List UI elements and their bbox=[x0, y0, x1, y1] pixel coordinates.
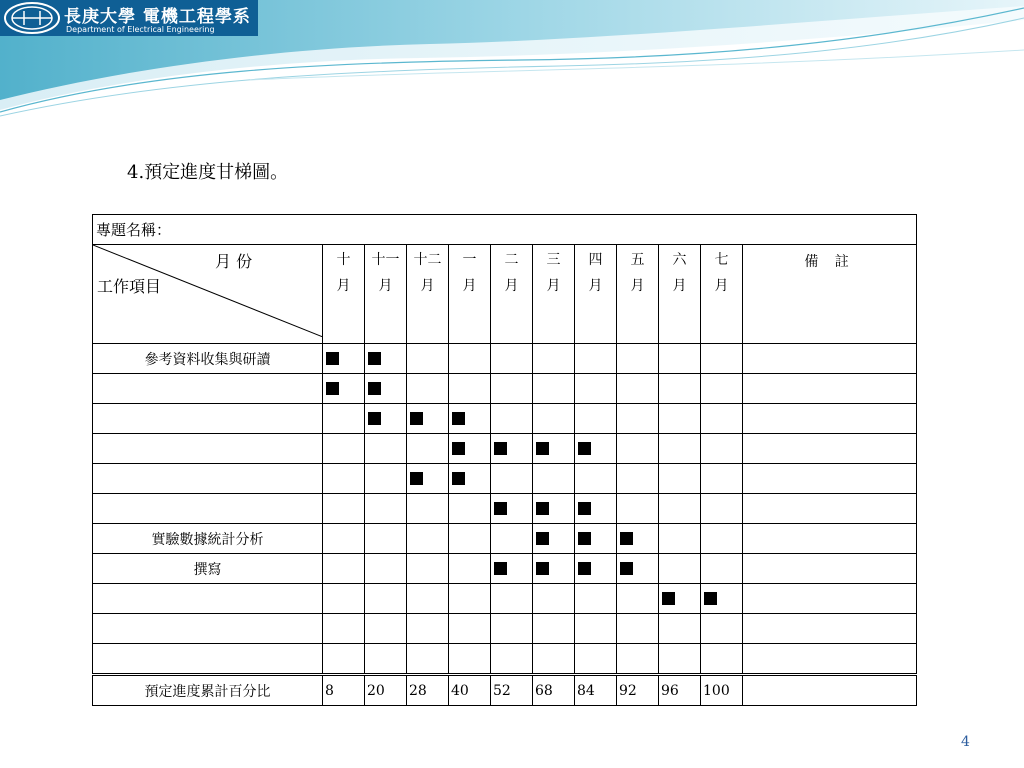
remarks-cell bbox=[743, 644, 917, 675]
schedule-cell bbox=[533, 464, 575, 494]
task-row bbox=[93, 614, 917, 644]
remarks-cell bbox=[743, 404, 917, 434]
schedule-cell bbox=[449, 344, 491, 374]
task-row bbox=[93, 344, 917, 374]
filled-square-icon bbox=[494, 502, 507, 515]
filled-square-icon bbox=[452, 412, 465, 425]
schedule-cell bbox=[659, 434, 701, 464]
month-name: 二 bbox=[504, 252, 519, 268]
schedule-cell bbox=[659, 584, 701, 614]
month-header-8 bbox=[659, 245, 701, 344]
schedule-cell bbox=[701, 434, 743, 464]
filled-square-icon bbox=[536, 442, 549, 455]
schedule-cell bbox=[701, 494, 743, 524]
task-label bbox=[93, 404, 323, 434]
schedule-cell bbox=[491, 644, 533, 675]
schedule-cell bbox=[533, 404, 575, 434]
schedule-cell bbox=[533, 614, 575, 644]
schedule-cell bbox=[701, 344, 743, 374]
month-suffix: 月 bbox=[378, 278, 393, 294]
remarks-cell bbox=[743, 554, 917, 584]
month-name: 十一 bbox=[371, 252, 400, 268]
schedule-cell bbox=[575, 344, 617, 374]
schedule-cell bbox=[533, 374, 575, 404]
task-label bbox=[93, 494, 323, 524]
schedule-cell bbox=[617, 434, 659, 464]
schedule-cell bbox=[323, 344, 365, 374]
schedule-cell bbox=[533, 494, 575, 524]
cumulative-percentage-label: 預定進度累計百分比 bbox=[93, 675, 323, 706]
schedule-cell bbox=[701, 374, 743, 404]
schedule-cell bbox=[449, 644, 491, 675]
task-row bbox=[93, 554, 917, 584]
schedule-cell bbox=[533, 434, 575, 464]
schedule-cell bbox=[491, 524, 533, 554]
schedule-cell bbox=[533, 524, 575, 554]
cumulative-percentage-value: 40 bbox=[449, 675, 491, 706]
schedule-cell bbox=[701, 584, 743, 614]
filled-square-icon bbox=[326, 382, 339, 395]
schedule-cell bbox=[617, 554, 659, 584]
schedule-cell bbox=[407, 494, 449, 524]
schedule-cell bbox=[659, 644, 701, 675]
month-suffix: 月 bbox=[672, 278, 687, 294]
month-header-6 bbox=[575, 245, 617, 344]
department-subtitle: Department of Electrical Engineering bbox=[66, 25, 215, 34]
month-name: 三 bbox=[546, 252, 561, 268]
filled-square-icon bbox=[704, 592, 717, 605]
month-header-9 bbox=[701, 245, 743, 344]
schedule-cell bbox=[365, 524, 407, 554]
task-row bbox=[93, 404, 917, 434]
schedule-cell bbox=[701, 404, 743, 434]
schedule-cell bbox=[491, 374, 533, 404]
month-header-2 bbox=[407, 245, 449, 344]
filled-square-icon bbox=[536, 532, 549, 545]
task-row bbox=[93, 494, 917, 524]
remarks-header: 備 註 bbox=[743, 245, 917, 344]
schedule-cell bbox=[659, 404, 701, 434]
remarks-cell bbox=[743, 494, 917, 524]
schedule-cell bbox=[533, 554, 575, 584]
slide-heading: 4.預定進度甘梯圖。 bbox=[127, 162, 289, 183]
schedule-cell bbox=[323, 614, 365, 644]
schedule-cell bbox=[407, 434, 449, 464]
schedule-cell bbox=[407, 344, 449, 374]
schedule-cell bbox=[365, 434, 407, 464]
filled-square-icon bbox=[368, 412, 381, 425]
schedule-cell bbox=[659, 494, 701, 524]
task-label: 撰寫 bbox=[93, 554, 323, 584]
schedule-cell bbox=[575, 614, 617, 644]
task-label: 實驗數據統計分析 bbox=[93, 524, 323, 554]
schedule-cell bbox=[575, 464, 617, 494]
schedule-cell bbox=[323, 464, 365, 494]
task-row bbox=[93, 374, 917, 404]
filled-square-icon bbox=[410, 472, 423, 485]
filled-square-icon bbox=[620, 562, 633, 575]
schedule-cell bbox=[701, 644, 743, 675]
schedule-cell bbox=[407, 584, 449, 614]
schedule-cell bbox=[575, 524, 617, 554]
filled-square-icon bbox=[578, 532, 591, 545]
schedule-cell bbox=[407, 644, 449, 675]
schedule-cell bbox=[449, 374, 491, 404]
schedule-cell bbox=[323, 524, 365, 554]
page-number: 4 bbox=[961, 734, 970, 750]
schedule-cell bbox=[491, 434, 533, 464]
schedule-cell bbox=[323, 374, 365, 404]
month-suffix: 月 bbox=[462, 278, 477, 294]
schedule-cell bbox=[533, 584, 575, 614]
schedule-cell bbox=[491, 494, 533, 524]
cumulative-percentage-value: 100 bbox=[701, 675, 743, 706]
month-header-5 bbox=[533, 245, 575, 344]
month-name: 六 bbox=[672, 252, 687, 268]
schedule-cell bbox=[323, 404, 365, 434]
schedule-cell bbox=[617, 584, 659, 614]
schedule-cell bbox=[491, 584, 533, 614]
remarks-cell bbox=[743, 464, 917, 494]
schedule-cell bbox=[575, 644, 617, 675]
schedule-cell bbox=[323, 494, 365, 524]
work-item-header-label: 工作項目 bbox=[97, 277, 162, 296]
cumulative-percentage-value: 52 bbox=[491, 675, 533, 706]
filled-square-icon bbox=[452, 472, 465, 485]
task-row bbox=[93, 464, 917, 494]
schedule-cell bbox=[491, 614, 533, 644]
cumulative-percentage-value: 28 bbox=[407, 675, 449, 706]
remarks-cell bbox=[743, 614, 917, 644]
schedule-cell bbox=[659, 344, 701, 374]
month-header-0 bbox=[323, 245, 365, 344]
schedule-cell bbox=[407, 374, 449, 404]
month-header-3 bbox=[449, 245, 491, 344]
schedule-cell bbox=[659, 554, 701, 584]
month-header-1 bbox=[365, 245, 407, 344]
month-suffix: 月 bbox=[336, 278, 351, 294]
schedule-cell bbox=[449, 554, 491, 584]
remarks-cell bbox=[743, 344, 917, 374]
cumulative-percentage-row bbox=[93, 675, 917, 706]
task-row bbox=[93, 524, 917, 554]
schedule-cell bbox=[701, 614, 743, 644]
schedule-cell bbox=[701, 464, 743, 494]
month-item-diagonal-header bbox=[93, 245, 323, 344]
cgu-emblem-icon bbox=[2, 1, 62, 35]
remarks-cell bbox=[743, 524, 917, 554]
schedule-cell bbox=[365, 344, 407, 374]
month-name: 五 bbox=[630, 252, 645, 268]
task-label bbox=[93, 374, 323, 404]
schedule-cell bbox=[323, 644, 365, 675]
schedule-cell bbox=[575, 584, 617, 614]
cumulative-percentage-value: 8 bbox=[323, 675, 365, 706]
month-suffix: 月 bbox=[420, 278, 435, 294]
schedule-cell bbox=[323, 434, 365, 464]
cumulative-percentage-value: 84 bbox=[575, 675, 617, 706]
schedule-cell bbox=[617, 404, 659, 434]
cumulative-percentage-value: 68 bbox=[533, 675, 575, 706]
schedule-cell bbox=[449, 524, 491, 554]
schedule-cell bbox=[365, 374, 407, 404]
filled-square-icon bbox=[662, 592, 675, 605]
schedule-cell bbox=[407, 554, 449, 584]
schedule-cell bbox=[365, 584, 407, 614]
filled-square-icon bbox=[494, 562, 507, 575]
cumulative-percentage-value: 20 bbox=[365, 675, 407, 706]
task-row bbox=[93, 434, 917, 464]
schedule-cell bbox=[491, 344, 533, 374]
month-name: 一 bbox=[462, 252, 477, 268]
schedule-cell bbox=[449, 434, 491, 464]
month-suffix: 月 bbox=[714, 278, 729, 294]
schedule-cell bbox=[449, 584, 491, 614]
filled-square-icon bbox=[410, 412, 423, 425]
task-row bbox=[93, 584, 917, 614]
filled-square-icon bbox=[620, 532, 633, 545]
schedule-cell bbox=[701, 524, 743, 554]
schedule-cell bbox=[617, 464, 659, 494]
month-name: 十二 bbox=[413, 252, 442, 268]
filled-square-icon bbox=[578, 442, 591, 455]
filled-square-icon bbox=[536, 562, 549, 575]
month-suffix: 月 bbox=[588, 278, 603, 294]
month-header-4 bbox=[491, 245, 533, 344]
filled-square-icon bbox=[536, 502, 549, 515]
filled-square-icon bbox=[326, 352, 339, 365]
month-name: 十 bbox=[336, 252, 351, 268]
schedule-cell bbox=[449, 404, 491, 434]
schedule-cell bbox=[365, 404, 407, 434]
task-label bbox=[93, 434, 323, 464]
filled-square-icon bbox=[452, 442, 465, 455]
schedule-cell bbox=[407, 464, 449, 494]
schedule-cell bbox=[407, 524, 449, 554]
month-header-label: 月 份 bbox=[215, 252, 253, 271]
project-name-label: 專題名稱： bbox=[93, 215, 917, 245]
task-label bbox=[93, 614, 323, 644]
task-label bbox=[93, 584, 323, 614]
month-header-7 bbox=[617, 245, 659, 344]
filled-square-icon bbox=[494, 442, 507, 455]
schedule-cell bbox=[617, 614, 659, 644]
filled-square-icon bbox=[368, 382, 381, 395]
schedule-cell bbox=[365, 614, 407, 644]
remarks-cell bbox=[743, 434, 917, 464]
filled-square-icon bbox=[578, 562, 591, 575]
schedule-cell bbox=[491, 464, 533, 494]
month-suffix: 月 bbox=[504, 278, 519, 294]
schedule-cell bbox=[449, 494, 491, 524]
schedule-cell bbox=[407, 404, 449, 434]
schedule-cell bbox=[617, 344, 659, 374]
filled-square-icon bbox=[368, 352, 381, 365]
remarks-cell bbox=[743, 374, 917, 404]
schedule-cell bbox=[659, 374, 701, 404]
remarks-cell bbox=[743, 584, 917, 614]
schedule-cell bbox=[575, 434, 617, 464]
schedule-cell bbox=[617, 644, 659, 675]
gantt-chart-table bbox=[92, 214, 917, 706]
schedule-cell bbox=[617, 374, 659, 404]
filled-square-icon bbox=[578, 502, 591, 515]
schedule-cell bbox=[575, 374, 617, 404]
university-logo-banner bbox=[0, 0, 258, 36]
task-label bbox=[93, 644, 323, 675]
schedule-cell bbox=[365, 494, 407, 524]
schedule-cell bbox=[533, 344, 575, 374]
schedule-cell bbox=[323, 554, 365, 584]
schedule-cell bbox=[617, 494, 659, 524]
remarks-cell bbox=[743, 675, 917, 706]
schedule-cell bbox=[575, 554, 617, 584]
month-suffix: 月 bbox=[546, 278, 561, 294]
schedule-cell bbox=[449, 614, 491, 644]
task-label: 參考資料收集與研讀 bbox=[93, 344, 323, 374]
month-suffix: 月 bbox=[630, 278, 645, 294]
cumulative-percentage-value: 96 bbox=[659, 675, 701, 706]
schedule-cell bbox=[491, 404, 533, 434]
task-row bbox=[93, 644, 917, 675]
schedule-cell bbox=[449, 464, 491, 494]
schedule-cell bbox=[659, 614, 701, 644]
schedule-cell bbox=[617, 524, 659, 554]
schedule-cell bbox=[407, 614, 449, 644]
schedule-cell bbox=[323, 584, 365, 614]
schedule-cell bbox=[701, 554, 743, 584]
schedule-cell bbox=[575, 494, 617, 524]
schedule-cell bbox=[365, 464, 407, 494]
schedule-cell bbox=[659, 464, 701, 494]
month-name: 七 bbox=[714, 252, 729, 268]
month-name: 四 bbox=[588, 252, 603, 268]
schedule-cell bbox=[365, 554, 407, 584]
schedule-cell bbox=[365, 644, 407, 675]
task-label bbox=[93, 464, 323, 494]
schedule-cell bbox=[659, 524, 701, 554]
schedule-cell bbox=[533, 644, 575, 675]
cumulative-percentage-value: 92 bbox=[617, 675, 659, 706]
schedule-cell bbox=[575, 404, 617, 434]
schedule-cell bbox=[491, 554, 533, 584]
university-department-title: 長庚大學 電機工程學系 bbox=[64, 7, 251, 27]
